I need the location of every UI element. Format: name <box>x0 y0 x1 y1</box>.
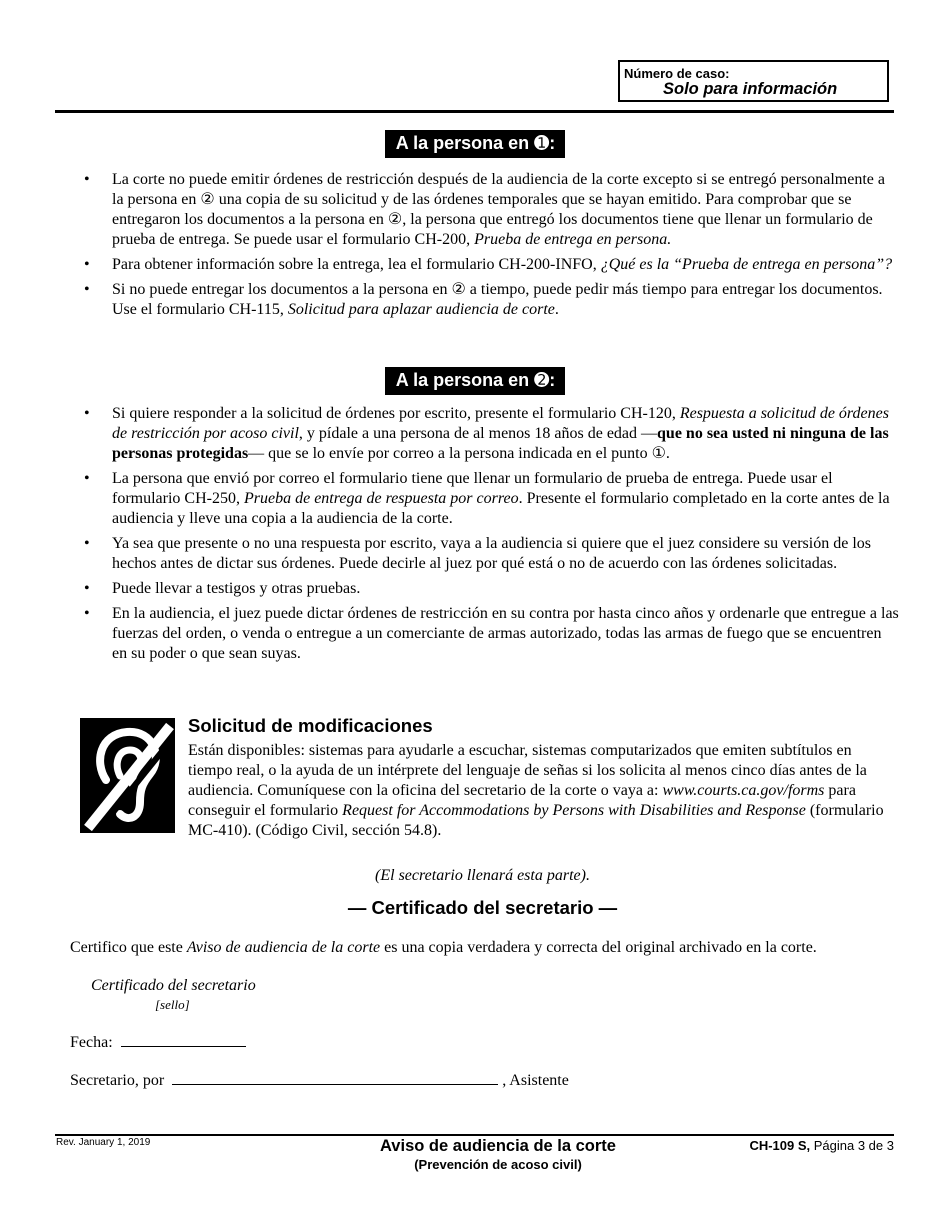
footer-subtitle: (Prevención de acoso civil) <box>414 1157 582 1172</box>
section-1-list <box>84 170 899 325</box>
certificate-statement: Certifico que este Aviso de audiencia de la corte es una copia verdadera y correcta del original archivado en la corte. <box>70 939 817 956</box>
seal-label: [sello] <box>155 997 190 1012</box>
list-item: • Si quiere responder a la solicitud de órdenes por escrito, presente el formulario CH-120, Respuesta a solicitud de órdenes de restricción por acoso civil, y pídale a una persona de al menos 18 años de edad —que no sea usted ni ninguna de las personas protegidas— que se lo envíe por correo a la persona indicada en el punto ①. <box>84 404 899 464</box>
footer-title: Aviso de audiencia de la corte <box>380 1137 616 1155</box>
accommodations-body: Están disponibles: sistemas para ayudarle a escuchar, sistemas computarizados que emiten subtítulos en tiempo real, o la ayuda de un intérprete del lenguaje de señas si los solicita al menos cinco días antes de la audiencia. Comuníquese con la oficina del secretario de la corte o vaya a: www.courts.ca.gov/forms para conseguir el formulario Request for Accommodations by Persons with Disabilities and Response (formulario MC-410). (Código Civil, sección 54.8). <box>188 742 884 839</box>
list-item: • En la audiencia, el juez puede dictar órdenes de restricción en su contra por hasta cinco años y ordenarle que entregue a las fuerzas del orden, o venda o entregue a un comerciante de armas autorizado, todas las armas de fuego que se encuentren en su poder o que sean suyas. <box>84 604 899 664</box>
case-number-label: Número de caso: <box>624 66 730 81</box>
page-number: Página 3 de 3 <box>810 1138 894 1153</box>
list-item: • Para obtener información sobre la entrega, lea el formulario CH-200-INFO, ¿Qué es la “Prueba de entrega en persona”? <box>84 255 899 275</box>
clerk-certificate-title: — Certificado del secretario — <box>347 897 618 918</box>
top-rule <box>55 110 894 113</box>
section-2-list <box>84 404 899 669</box>
accommodations-title: Solicitud de modificaciones <box>188 715 433 736</box>
section-2-heading: A la persona en ➋: <box>385 367 565 395</box>
bottom-rule <box>55 1134 894 1136</box>
clerk-name-field[interactable] <box>172 1070 498 1085</box>
date-row <box>70 1032 246 1052</box>
clerk-note: (El secretario llenará esta parte). <box>375 867 590 884</box>
clerk-row <box>70 1070 569 1090</box>
clerk-signature-label: Certificado del secretario <box>91 977 256 994</box>
section-1-heading-wrap <box>0 130 950 158</box>
section-2-heading-wrap <box>0 367 950 395</box>
deputy-label: , Asistente <box>502 1072 569 1089</box>
courts-url-link[interactable]: www.courts.ca.gov/forms <box>662 782 825 799</box>
date-label: Fecha: <box>70 1034 113 1051</box>
case-number-value: Solo para información <box>663 80 838 98</box>
case-number-box <box>618 60 889 102</box>
date-field[interactable] <box>121 1032 246 1047</box>
section-1-heading: A la persona en ➊: <box>385 130 565 158</box>
list-item: • Ya sea que presente o no una respuesta por escrito, vaya a la audiencia si quiere que el juez considere su versión de los hechos antes de dictar sus órdenes. Puede decirle al juez por qué está o no de acuerdo con las órdenes solicitadas. <box>84 534 899 574</box>
list-item: • La corte no puede emitir órdenes de restricción después de la audiencia de la corte excepto si se entregó personalmente a la persona en ② una copia de su solicitud y de las órdenes temporales que se hayan emitido. Para comprobar que se entregaron los documentos a la persona en ②, la persona que entregó los documentos tiene que llenar un formulario de prueba de entrega. Se puede usar el formulario CH-200, Prueba de entrega en persona. <box>84 170 899 250</box>
revision-date: Rev. January 1, 2019 <box>56 1137 151 1148</box>
hearing-assistance-icon <box>80 718 175 833</box>
form-number: CH-109 S, Página 3 de 3 <box>749 1138 894 1153</box>
list-item: • Puede llevar a testigos y otras pruebas. <box>84 579 899 599</box>
clerk-by-label: Secretario, por <box>70 1072 165 1089</box>
list-item: • La persona que envió por correo el formulario tiene que llenar un formulario de prueba de entrega. Puede usar el formulario CH-250, Prueba de entrega de respuesta por correo. Presente el formulario completado en la corte antes de la audiencia y lleve una copia a la audiencia de la corte. <box>84 469 899 529</box>
list-item: • Si no puede entregar los documentos a la persona en ② a tiempo, puede pedir más tiempo para entregar los documentos. Use el formulario CH-115, Solicitud para aplazar audiencia de corte. <box>84 280 899 320</box>
